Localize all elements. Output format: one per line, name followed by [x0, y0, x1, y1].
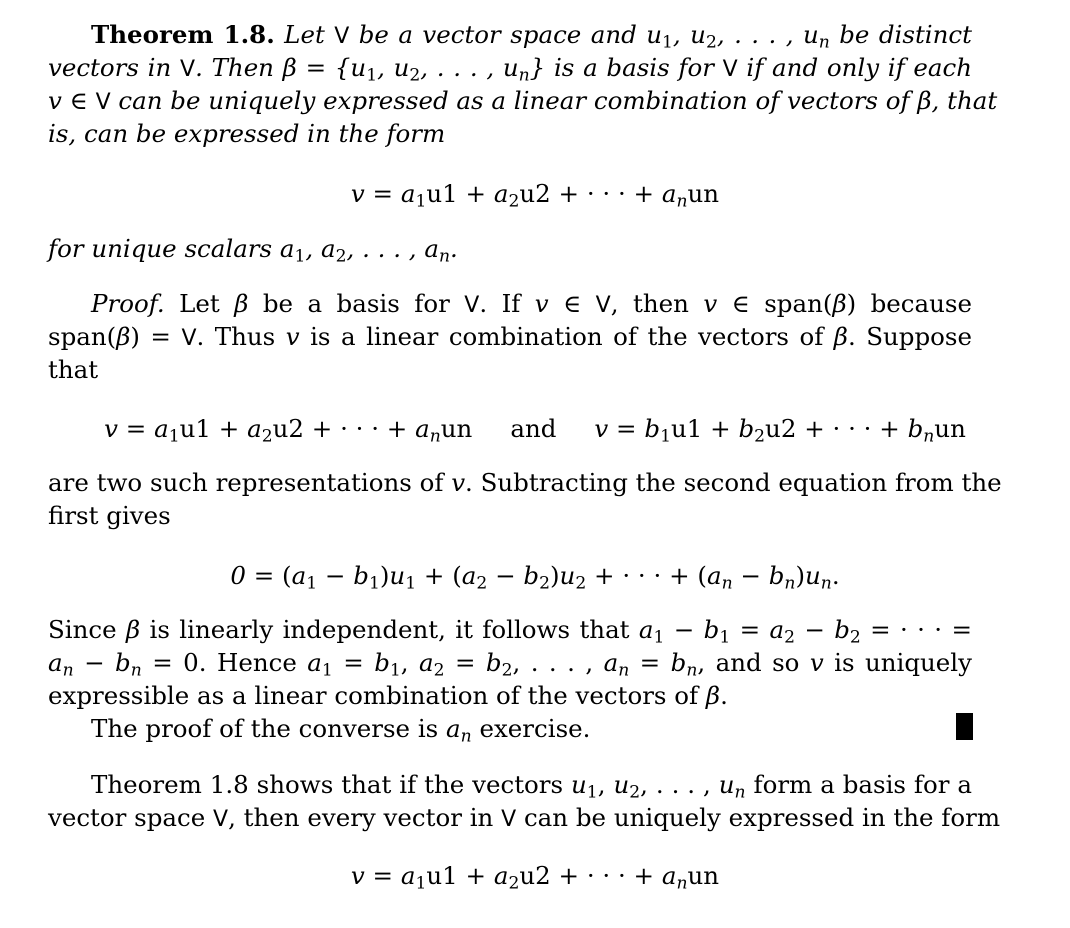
proof-line-1: Proof. Let β be a basis for V. If v ∈ V, then v ∈ span(β) because [91, 289, 972, 318]
proof-line-9: The proof of the converse is $a_n$ exercise. [91, 714, 591, 747]
proof-line-2: span(β) = V. Thus v is a linear combination of the vectors of β. Suppose [48, 322, 972, 351]
theorem-line-4: is, can be expressed in the form [48, 119, 446, 148]
proof-line-4: are two such representations of v. Subtracting the second equation from the [48, 468, 1002, 497]
theorem-line-3: v ∈ V can be uniquely expressed as a linear combination of vectors of β, that [48, 86, 998, 115]
qed-square [956, 713, 973, 740]
proof-line-5: first gives [48, 501, 171, 530]
equation-1: $v = a_1u1 + a_2u2$ + · · · + $a_nun$ [350, 179, 720, 212]
paragraph-line-1: Theorem 1.8 shows that if the vectors $u_1$, $u_2$, . . . , $u_n$ form a basis for a [91, 770, 973, 803]
theorem-line-2: vectors in V. Then $\beta = \{u_1$, $u_2$, . . . , $u_n$} is a basis for V if and only if each [48, 53, 972, 86]
proof-line-3: that [48, 355, 99, 384]
equation-3: $0 = (a_1 - b_1)u_1 + (a_2 - b_2)u_2$ + · · · + $(a_n - b_n)u_n$. [230, 561, 840, 594]
proof-line-6: Since β is linearly independent, it follows that $a_1 - b_1 = a_2 - b_2$ = · · · = [48, 615, 972, 648]
equation-4: $v = a_1u1 + a_2u2$ + · · · + $a_nun$ [350, 861, 720, 894]
proof-line-7: $a_n - b_n = 0$. Hence $a_1 = b_1$, $a_2 = b_2$, . . . , $a_n = b_n$, and so v is uniquely [48, 648, 972, 681]
proof-line-8: expressible as a linear combination of the vectors of β. [48, 681, 728, 710]
theorem-line-1: Theorem 1.8. Let V be a vector space and $u_1$, $u_2$, . . . , $u_n$ be distinct [91, 20, 972, 53]
paragraph-line-2: vector space V, then every vector in V can be uniquely expressed in the form [48, 803, 1001, 832]
theorem-line-5: for unique scalars $a_1$, $a_2$, . . . , $a_n$. [48, 234, 458, 267]
equation-2: $v = a_1u1 + a_2u2$ + · · · + $a_nun$ and $v = b_1u1 + b_2u2$ + · · · + $b_nun$ [104, 414, 966, 447]
